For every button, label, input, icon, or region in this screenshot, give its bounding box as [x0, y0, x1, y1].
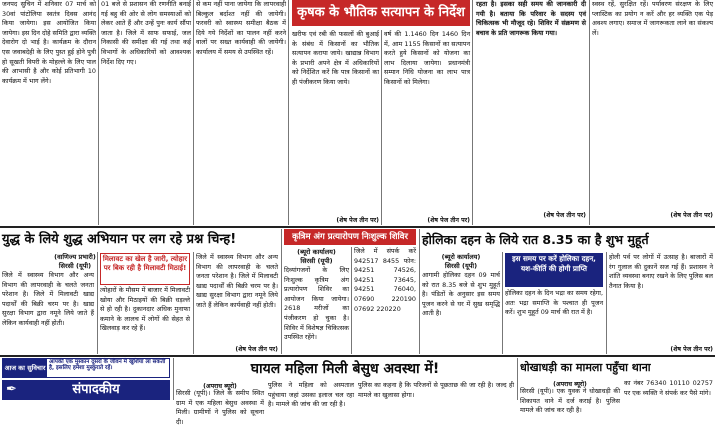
mid-right-col-2: होलिका दहन के दिन भद्रा का समय रहेगा, अतः भद्रा समाप्ति के पश्चात ही पूजन करें। शुभ मुहूर्त 09 मार्च की रात में है। [505, 289, 603, 317]
top-col-6: रहता है। इसका सही समय की जानकारी दी गयी है। बताया कि परिवार के सदस्य एवं चिकित्सक भी मौजूद रहे। शिविर में संक्रमण से बचाव के प्रति जागरूक किया गया। [476, 0, 586, 37]
mid-right-sub: (ब्यूरो कार्यालय) [441, 253, 481, 261]
mid-center-place: सिरसी (यूपी) [300, 257, 333, 265]
mid-col-2: त्योहारों के मौसम में बाजार में मिलावटी खोया और मिठाइयों की बिक्री धड़ल्ले से हो रही है। दुकानदार अधिक मुनाफा कमाने के लालच में लोगों की सेहत से खिलवाड़ कर रहे हैं। [100, 286, 190, 333]
thought-box [2, 358, 170, 378]
editorial-label: संपादकीय [72, 382, 120, 397]
mid-red-box-1: मिलावट का खेल है जारी, त्योहार पर बिक रही है मिलावटी मिठाई! [100, 253, 190, 285]
mid-right-col-3: होली पर्व पर लोगों में उत्साह है। बाजारों में रंग गुलाल की दुकानें सज गई हैं। प्रशासन ने शांति व्यवस्था बनाए रखने के लिए पुलिस बल तैनात किया है। [609, 253, 713, 290]
mid-left-headline: युद्ध के लिये शुद्ध अभियान पर लग रहे प्रश्न चिन्ह! [2, 232, 237, 247]
mid-right-col-1: आगामी होलिका दहन 09 मार्च को रात 8.35 बजे से शुभ मुहूर्त है। पंडितों के अनुसार इस समय पूजन करने से घर में सुख समृद्धि आती है। [422, 271, 500, 318]
bottom-center-headline: घायल महिला मिली बेसुध अवस्था में! [250, 361, 440, 377]
bottom-center-col-1: सिरसी (यूपी)। जिले के समीप स्थित ग्राम में एक महिला बेसुध अवस्था में मिली। ग्रामीणों ने पुलिस को सूचना दी। [176, 389, 264, 426]
top-col-1: जनपद सुचिन में शनिवार 07 मार्च को 30वां पांटोलिया स्वतंत्र दिवस आनंद किया जायेगा। इस आयोजित किया जायेगा। इस दिन दोहे समिति द्वारा व्यक्ति देवारोग दो भाई है। कार्यक्रम के दौरान एस जवाबदेही के लिए पुस्त हुई होने पुत्री हो सूखती विपरी के मोहल्ले के लिए पाल की आभासी है और कोई प्रतिभागी 10 कार्यक्रम में भाग लेंगे। [2, 0, 96, 85]
pen-icon: ✒ [6, 382, 17, 397]
top-col-4: खरीफ एवं रबी की फसलों की बुआई के संबंध में किसानों का भौतिक सत्यापन कराया जाये। खाद्यान्न विभाग के प्रभारी अपने क्षेत्र में अधिकारियों को निर्देशित करें कि पात्र किसानों का ही पंजीकरण किया जाये। [292, 30, 379, 86]
thought-text: आपकी एक मुस्कान दूसरों के जीवन में खुशियां ला सकती है, इसलिए हमेशा मुस्कुराते रहें। [49, 359, 166, 372]
top-col-7-ref: (शेष पेज तीन पर) [670, 212, 713, 219]
bottom-right-sub: (अपराध ब्यूरो) [553, 381, 587, 388]
bottom-right-col-2: का नंबर 76340 10110 02757 पर एक व्यक्ति ने संपर्क कर पैसे मांगे। [624, 379, 713, 397]
mid-col-2-ref: (शेष पेज तीन पर) [235, 346, 278, 353]
bottom-right-col: सिरसी (यूपी)। एक युवक ने धोखाधड़ी की शिकायत थाने में दर्ज कराई है। पुलिस मामले की जांच कर रही है। [520, 387, 620, 415]
mid-center-col-2: जिले में संपर्क करें 942517 8455 फोन: 94251 74526, 94251 73645, 94251 76040, 07690 220190 07692 220220 [354, 247, 416, 313]
top-col-5: वर्ष की 1.1460 दिन 1460 दिन में, आम 1155 किसानों का सत्यापन करते हुये किसानों को योजना का लाभ दिलाया जायेगा। प्रधानमंत्री सम्मान निधि योजना का लाभ पात्र किसानों को मिलेगा। [384, 30, 470, 86]
mid-navy-box-2: इस समय पर करें होलिका दहन, यश-कीर्ति की होगी प्राप्ति [505, 253, 603, 287]
top-col-3: से कम नहीं पाना जायेगा कि लापरवाही बिल्कुल बर्दाश्त नहीं की जायेगी। फरवरी को स्वास्थ्य समीक्षा बैठक में दिये गये निर्देशों का पालन नहीं करने वालों पर सख्त कार्यवाही की जायेगी। कार्यालय में समय से उपस्थित रहें। [196, 0, 286, 56]
bottom-right-headline: धोखाधड़ी का मामला पहुँचा थाना [520, 361, 651, 374]
bottom-center-col-3: पुलिस का कहना है कि परिजनों से पूछताछ की जा रही है। जल्द ही मामले का खुलासा होगा। [358, 381, 514, 399]
thought-label: आज का सुविचार [3, 359, 47, 377]
top-col-2: 01 बजे से प्रशासन की रणनीति बनाई गई बहु की ओर से लोग समस्याओं को लेकर आते हैं और उन्हें पुनः कार्य सौंपा जाता है। जिले में साफ सफाई, जल निकासी की समीक्षा की गई तथा कई विभागों के अधिकारियों को आवश्यक निर्देश दिए गए। [101, 0, 191, 66]
mid-col-3: जिले में स्वास्थ्य विभाग और अन्य विभाग की लापरवाही के चलते जनता परेशान है। जिले में मिलावटी खाद्य पदार्थों की बिक्री चरम पर है। खाद्य सुरक्षा विभाग द्वारा नमूने लिये जाते हैं लेकिन कार्यवाही नहीं होती। [196, 253, 278, 309]
top-col-4-ref: (शेष पेज तीन पर) [336, 217, 379, 224]
mid-right-ref: (शेष पेज तीन पर) [670, 346, 713, 353]
mid-left-sub: (वाणिज्य प्रभारी) [54, 253, 96, 261]
mid-col-1: जिले में स्वास्थ्य विभाग और अन्य विभाग की लापरवाही के चलते जनता परेशान है। जिले में मिलावटी खाद्य पदार्थों की बिक्री चरम पर है। खाद्य सुरक्षा विभाग द्वारा नमूने लिये जाते हैं लेकिन कार्यवाही नहीं होती। [2, 271, 94, 327]
top-col-6-ref: (शेष पेज तीन पर) [543, 212, 586, 219]
mid-center-headline: कृत्रिम अंग प्रत्यारोपण निःशुल्क शिविर [284, 229, 416, 245]
top-col-5-ref: (शेष पेज तीन पर) [427, 217, 470, 224]
mid-right-headline: होलिका दहन के लिये रात 8.35 का है शुभ मुहूर्त [422, 232, 649, 247]
bottom-center-col-2: पुलिस ने महिला को अस्पताल पहुंचाया जहां उसका इलाज चल रहा है। मामले की जांच की जा रही है। [268, 381, 354, 409]
bottom-center-sub: (अपराध ब्यूरो) [203, 383, 237, 390]
mid-center-sub: (ब्यूरो कार्यालय) [297, 248, 336, 256]
mid-left-place: सिरसी (यूपी) [58, 262, 92, 270]
top-center-headline: कृषक के भौतिक सत्यापन के निर्देश [292, 0, 470, 26]
top-col-7: स्वस्थ रहें, सुरक्षित रहें। पर्यावरण संरक्षण के लिए प्लास्टिक का प्रयोग न करें और हर व्यक्ति एक पेड़ अवश्य लगाए। समाज में जागरूकता लाने का संकल्प लें। [592, 0, 713, 37]
mid-right-place: सिरसी (यूपी) [444, 262, 478, 270]
mid-center-col-1: दिव्यांगजनों के लिए निःशुल्क कृत्रिम अंग प्रत्यारोपण शिविर का आयोजन किया जायेगा। 2618 मरीजों का पंजीकरण हो चुका है। शिविर में विशेषज्ञ चिकित्सक उपस्थित रहेंगे। [284, 266, 349, 342]
editorial-banner [2, 380, 170, 400]
